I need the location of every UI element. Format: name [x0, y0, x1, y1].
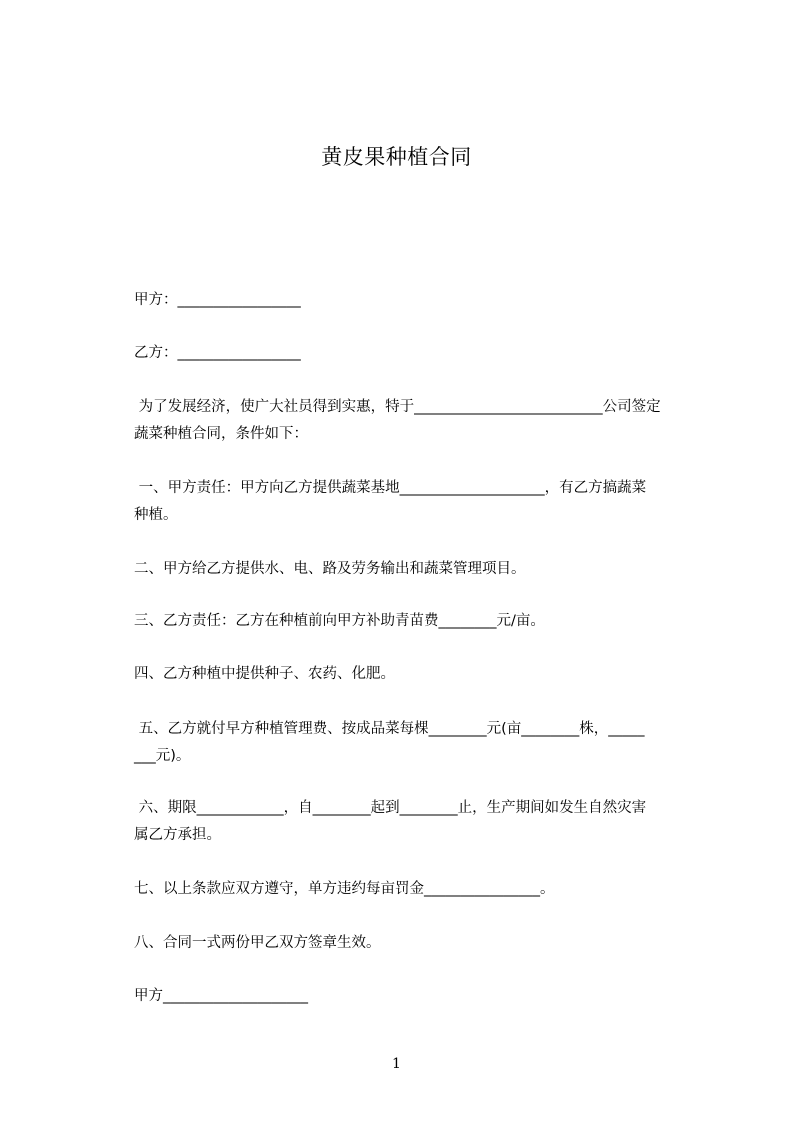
intro-line-1: 为了发展经济，使广大社员得到实惠，特于__________________________公司签定	[134, 399, 661, 415]
clause-2: 二、甲方给乙方提供水、电、路及劳务输出和蔬菜管理项目。	[134, 561, 526, 577]
clause-7: 七、以上条款应双方遵守，单方违约每亩罚金________________。	[134, 881, 555, 897]
page-number: 1	[392, 1056, 401, 1072]
document-title: 黄皮果种植合同	[321, 145, 472, 169]
intro-line-2: 蔬菜种植合同，条件如下：	[134, 426, 308, 442]
signature-party-a: 甲方____________________	[134, 988, 308, 1004]
clause-6-line-1: 六、期限____________，自________起到________止，生产期间如发生自然灾害	[134, 800, 647, 816]
clause-3: 三、乙方责任：乙方在种植前向甲方补助青苗费________元/亩。	[134, 613, 545, 629]
clause-4: 四、乙方种植中提供种子、农药、化肥。	[134, 666, 395, 682]
clause-5-line-1: 五、乙方就付早方种植管理费、按成品菜每棵________元(亩________株，_____	[134, 721, 645, 737]
clause-6-line-2: 属乙方承担。	[134, 827, 221, 843]
clause-5-line-2: ___元)。	[134, 748, 191, 764]
clause-8: 八、合同一式两份甲乙双方签章生效。	[134, 935, 381, 951]
party-b-line: 乙方：_________________	[134, 345, 301, 361]
party-a-line: 甲方：_________________	[134, 292, 301, 308]
clause-1-line-2: 种植。	[134, 507, 178, 523]
clause-1-line-1: 一、甲方责任：甲方向乙方提供蔬菜基地____________________，有乙方搞蔬菜	[134, 480, 647, 496]
